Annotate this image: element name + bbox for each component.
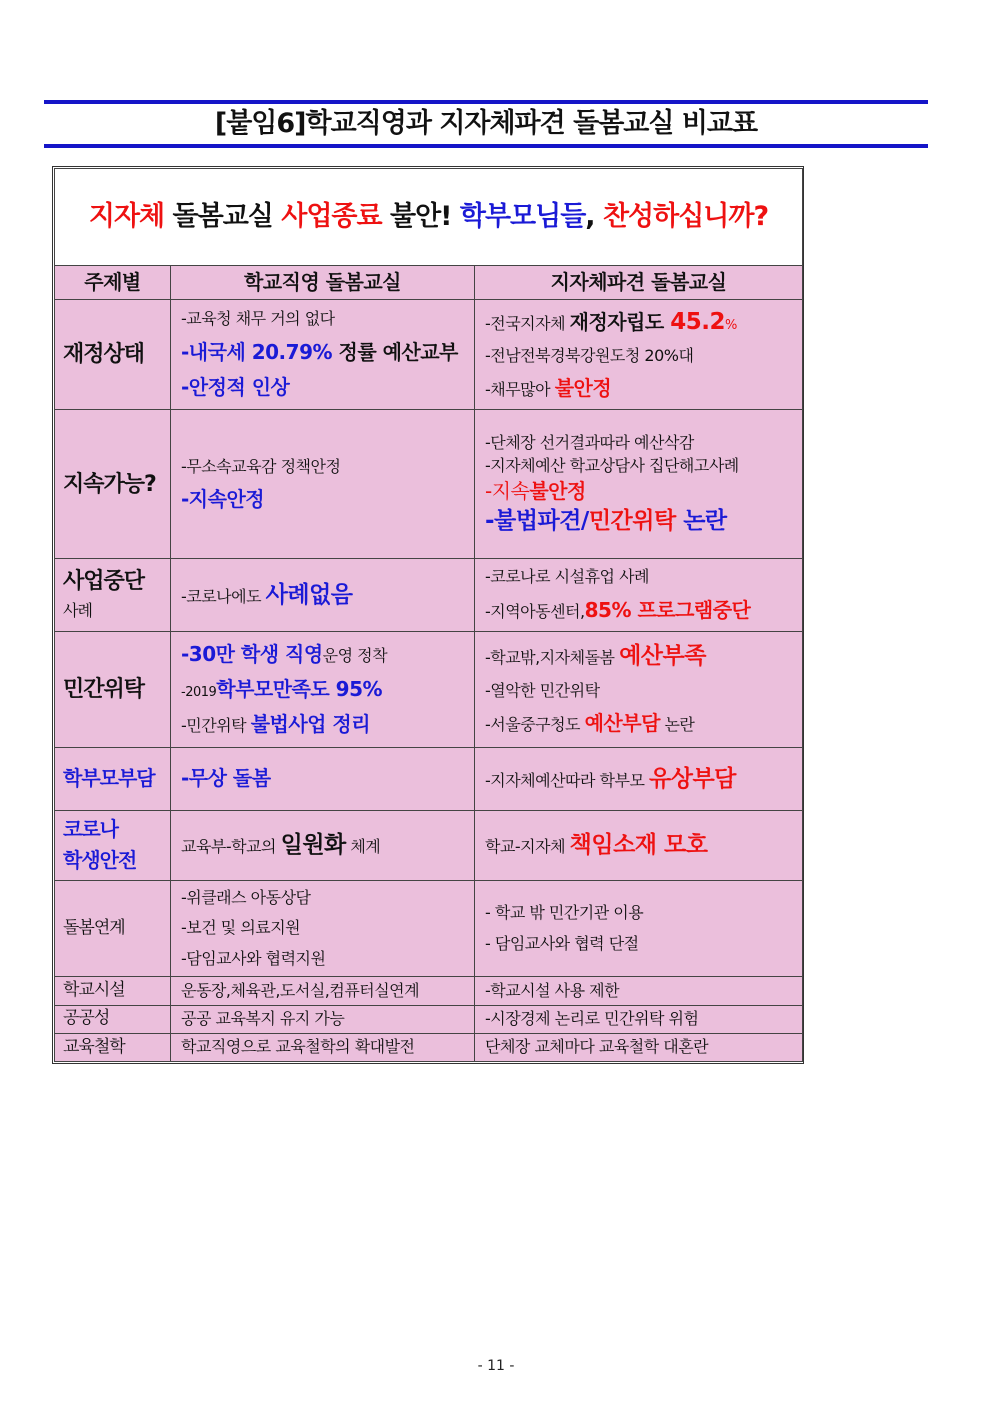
school-cell <box>171 880 475 977</box>
cell-line <box>181 832 464 858</box>
comparison-table <box>54 168 803 1062</box>
local-cell <box>475 880 803 977</box>
row-topic: 민간위탁 <box>55 631 171 748</box>
cell-line: -위클래스 아동상담 <box>181 888 311 908</box>
cell-line <box>181 678 464 701</box>
topic-main: 사업중단 <box>63 569 145 594</box>
school-cell <box>171 410 475 559</box>
highlight-text: 85% 프로그램중단 <box>584 597 751 622</box>
header-school: 학교직영 돌봄교실 <box>171 265 475 299</box>
highlight-text: 예산부담 <box>584 711 660 736</box>
highlight-text: 사례없음 <box>265 581 353 608</box>
cell-text: 교육부-학교의 <box>181 837 281 856</box>
cell-line <box>485 309 792 335</box>
row-topic: 돌봄연계 <box>55 880 171 977</box>
cell-line <box>485 643 792 669</box>
table-row <box>55 977 803 1005</box>
school-cell <box>171 810 475 880</box>
row-topic: 재정상태 <box>55 299 171 410</box>
cell-line <box>485 766 792 792</box>
header-row <box>55 265 803 299</box>
school-cell: 공공 교육복지 유지 가능 <box>171 1005 475 1033</box>
banner-cell <box>55 169 803 266</box>
comparison-table-frame <box>52 166 804 1064</box>
cell-line: -코로나로 시설휴업 사례 <box>485 567 650 587</box>
banner-part: , <box>585 201 603 233</box>
highlight-text: 불안정 <box>529 479 586 504</box>
cell-line <box>181 643 464 666</box>
highlight-text: -불법파견/ <box>485 508 589 535</box>
local-cell: -시장경제 논리로 민간위탁 위험 <box>475 1005 803 1033</box>
cell-text: -코로나에도 <box>181 586 266 606</box>
cell-text: 운영 정착 <box>322 645 388 665</box>
banner-part: 찬성하십니까? <box>602 201 769 233</box>
topic-sub: 사례 <box>63 601 92 621</box>
row-topic: 학부모부담 <box>55 748 171 810</box>
highlight-text: 불안정 <box>554 376 612 401</box>
cell-text: 논란 <box>659 715 695 735</box>
cell-line: -열악한 민간위탁 <box>485 680 600 700</box>
highlight-text: 학부모만족도 95% <box>216 676 383 701</box>
cell-line <box>485 712 792 735</box>
cell-text: -민간위탁 <box>181 715 251 735</box>
banner-part: 학부모님들 <box>459 201 586 233</box>
school-cell: 학교직영으로 교육철학의 확대발전 <box>171 1033 475 1061</box>
cell-text: 재정자립도 <box>569 309 671 334</box>
cell-line: -전남전북경북강원도청 20%대 <box>485 346 694 366</box>
header-topic: 주제별 <box>55 265 171 299</box>
school-cell: 운동장,체육관,도서실,컴퓨터실연계 <box>171 977 475 1005</box>
cell-line <box>485 377 792 400</box>
cell-text: -2019 <box>181 684 217 700</box>
banner-part: 사업종료 <box>281 201 382 233</box>
school-cell: -무상 돌봄 <box>171 748 475 810</box>
local-cell: 단체장 교체마다 교육철학 대혼란 <box>475 1033 803 1061</box>
row-topic: 교육철학 <box>55 1033 171 1061</box>
local-cell <box>475 631 803 748</box>
cell-line: -담임교사와 협력지원 <box>181 948 326 968</box>
table-row <box>55 748 803 810</box>
cell-line <box>485 599 792 622</box>
highlight-text: 유상부담 <box>649 765 736 792</box>
table-row <box>55 410 803 559</box>
table-row <box>55 810 803 880</box>
topic-line: 학생안전 <box>63 848 137 873</box>
banner-part: 지자체 <box>88 201 165 233</box>
cell-text: -지역아동센터, <box>485 601 585 621</box>
row-topic <box>55 559 171 631</box>
school-cell <box>171 299 475 410</box>
header-local: 지자체파견 돌봄교실 <box>475 265 803 299</box>
cell-line: - 담임교사와 협력 단절 <box>485 933 639 953</box>
cell-text: -지자체예산따라 학부모 <box>485 770 650 790</box>
highlight-text: 논란 <box>675 508 727 535</box>
cell-line <box>181 582 464 608</box>
table-row <box>55 631 803 748</box>
cell-text: 체계 <box>345 837 381 856</box>
local-cell: -학교시설 사용 제한 <box>475 977 803 1005</box>
cell-text: -채무많아 <box>485 380 555 400</box>
topic-line: 코로나 <box>63 817 118 842</box>
highlight-text: 예산부족 <box>619 643 706 670</box>
cell-line <box>485 832 792 858</box>
row-topic: 지속가능? <box>55 410 171 559</box>
row-topic <box>55 810 171 880</box>
local-cell <box>475 299 803 410</box>
table-row <box>55 299 803 410</box>
cell-line: -단체장 선거결과따라 예산삭감 <box>485 432 694 452</box>
highlight-text: -내국세 20.79% <box>181 339 333 364</box>
cell-line: -무소속교육감 정책안정 <box>181 456 341 476</box>
highlight-text: -30만 학생 직영 <box>181 641 323 666</box>
local-cell <box>475 410 803 559</box>
banner-row <box>55 169 803 266</box>
highlight-text: 일원화 <box>280 832 346 858</box>
highlight-text: % <box>724 317 737 333</box>
cell-text: 학교-지자체 <box>485 837 570 856</box>
cell-line: -지속안정 <box>181 486 265 511</box>
cell-text: -서울중구청도 <box>485 715 585 735</box>
highlight-text: 45.2 <box>670 308 725 335</box>
title-block <box>44 100 928 148</box>
table-row <box>55 1005 803 1033</box>
local-cell <box>475 810 803 880</box>
local-cell <box>475 748 803 810</box>
local-cell <box>475 559 803 631</box>
highlight-text: 책임소재 모호 <box>569 832 708 858</box>
highlight-text: 민간위탁 <box>588 508 676 535</box>
cell-line <box>485 480 792 503</box>
highlight-text: 불법사업 정리 <box>250 711 371 736</box>
cell-line: -보건 및 의료지원 <box>181 918 301 938</box>
cell-line <box>181 713 464 736</box>
banner-part: 돌봄교실 <box>164 201 282 233</box>
cell-line <box>485 508 792 534</box>
school-cell <box>171 559 475 631</box>
title-bottom-rule <box>44 144 928 148</box>
banner-part: 불안! <box>381 201 460 233</box>
cell-line: -교육청 채무 거의 없다 <box>181 309 335 329</box>
row-topic: 공공성 <box>55 1005 171 1033</box>
row-topic: 학교시설 <box>55 977 171 1005</box>
cell-line: - 학교 밖 민간기관 이용 <box>485 903 644 923</box>
cell-line: -안정적 인상 <box>181 374 290 399</box>
table-row <box>55 559 803 631</box>
cell-text: -학교밖,지자체돌봄 <box>485 648 620 668</box>
table-row <box>55 880 803 977</box>
table-row <box>55 1033 803 1061</box>
cell-text: -전국지자체 <box>485 313 570 333</box>
page-number: - 11 - <box>477 1358 515 1374</box>
cell-text: 정률 예산교부 <box>332 339 458 364</box>
highlight-text: -지속 <box>485 479 530 504</box>
cell-line <box>181 341 464 364</box>
school-cell <box>171 631 475 748</box>
page-title: [붙임6]학교직영과 지자체파견 돌봄교실 비교표 <box>214 108 758 139</box>
cell-line: -지자체예산 학교상담사 집단해고사례 <box>485 456 739 476</box>
